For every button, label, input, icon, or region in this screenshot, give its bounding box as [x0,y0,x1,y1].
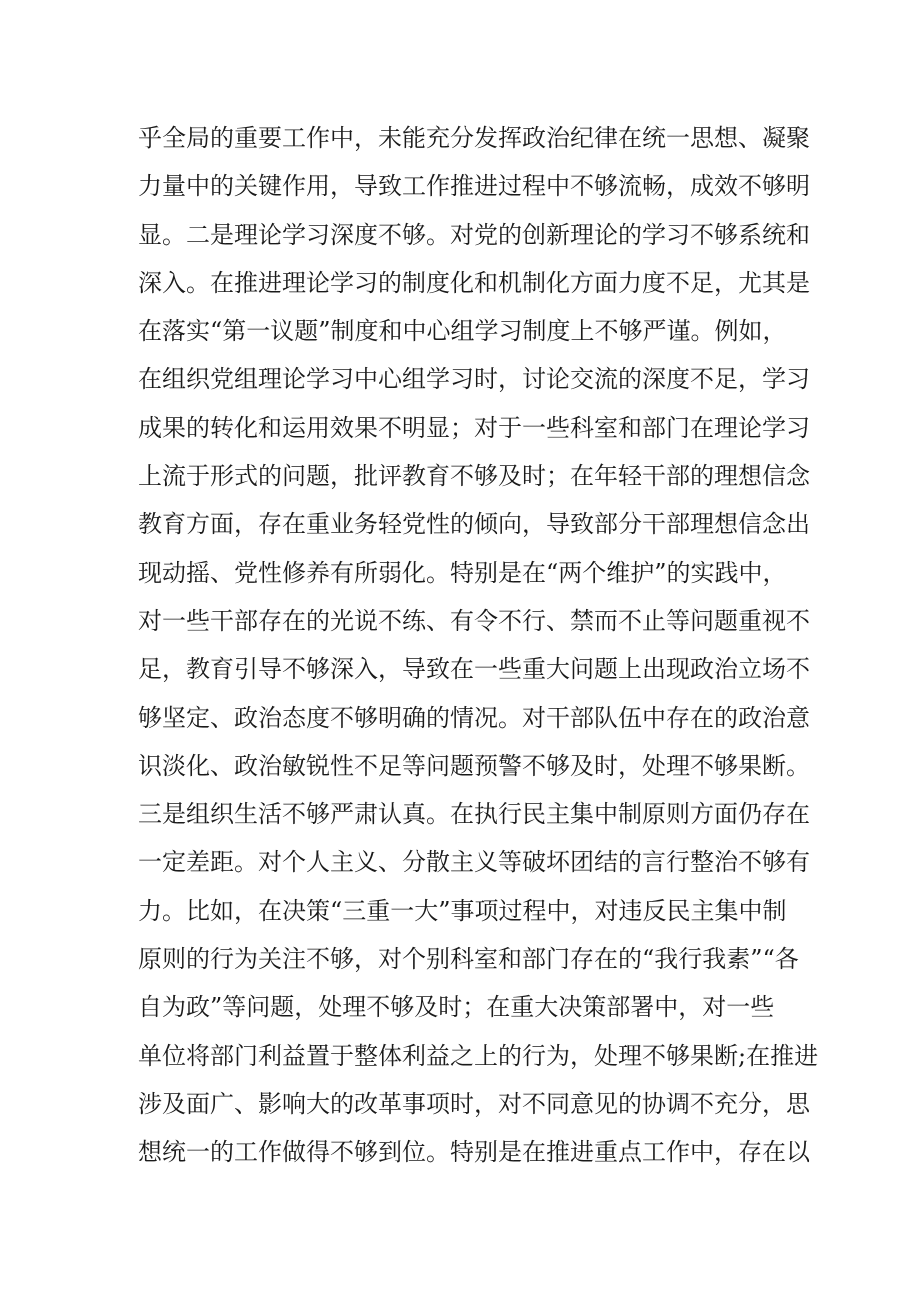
text-line: 一定差距。对个人主义、分散主义等破坏团结的言行整治不够有 [138,848,810,877]
text-line: 三是组织生活不够严肃认真。在执行民主集中制原则方面仍存在 [138,800,810,829]
text-line: 原则的行为关注不够，对个别科室和部门存在的“我行我素”“各 [138,945,799,974]
body-text [138,114,819,1177]
text-line: 足，教育引导不够深入，导致在一些重大问题上出现政治立场不 [138,655,810,684]
text-line: 教育方面，存在重业务轻党性的倾向，导致部分干部理想信念出 [138,510,810,539]
text-line: 在落实“第一议题”制度和中心组学习制度上不够严谨。例如， [138,317,787,346]
text-line: 识淡化、政治敏锐性不足等问题预警不够及时，处理不够果断。 [138,751,810,780]
text-line: 在组织党组理论学习中心组学习时，讨论交流的深度不足，学习 [138,365,810,394]
text-line: 力量中的关键作用，导致工作推进过程中不够流畅，成效不够明 [138,172,810,201]
text-line: 深入。在推进理论学习的制度化和机制化方面力度不足，尤其是 [138,268,810,297]
text-line: 对一些干部存在的光说不练、有令不行、禁而不止等问题重视不 [138,606,810,635]
text-line: 显。二是理论学习深度不够。对党的创新理论的学习不够系统和 [138,220,810,249]
text-line: 涉及面广、影响大的改革事项时，对不同意见的协调不充分，思 [138,1089,810,1118]
text-line: 乎全局的重要工作中，未能充分发挥政治纪律在统一思想、凝聚 [138,124,810,152]
text-line: 够坚定、政治态度不够明确的情况。对干部队伍中存在的政治意 [138,703,810,732]
text-line: 上流于形式的问题，批评教育不够及时；在年轻干部的理想信念 [138,462,810,491]
text-line: 单位将部门利益置于整体利益之上的行为，处理不够果断;在推进 [138,1041,819,1070]
text-line: 自为政”等问题，处理不够及时；在重大决策部署中，对一些 [138,993,775,1022]
text-line: 想统一的工作做得不够到位。特别是在推进重点工作中，存在以 [138,1138,810,1167]
text-line: 成果的转化和运用效果不明显；对于一些科室和部门在理论学习 [138,413,810,442]
text-line: 现动摇、党性修养有所弱化。特别是在“两个维护”的实践中， [138,558,787,587]
text-line: 力。比如，在决策“三重一大”事项过程中，对违反民主集中制 [138,896,787,925]
